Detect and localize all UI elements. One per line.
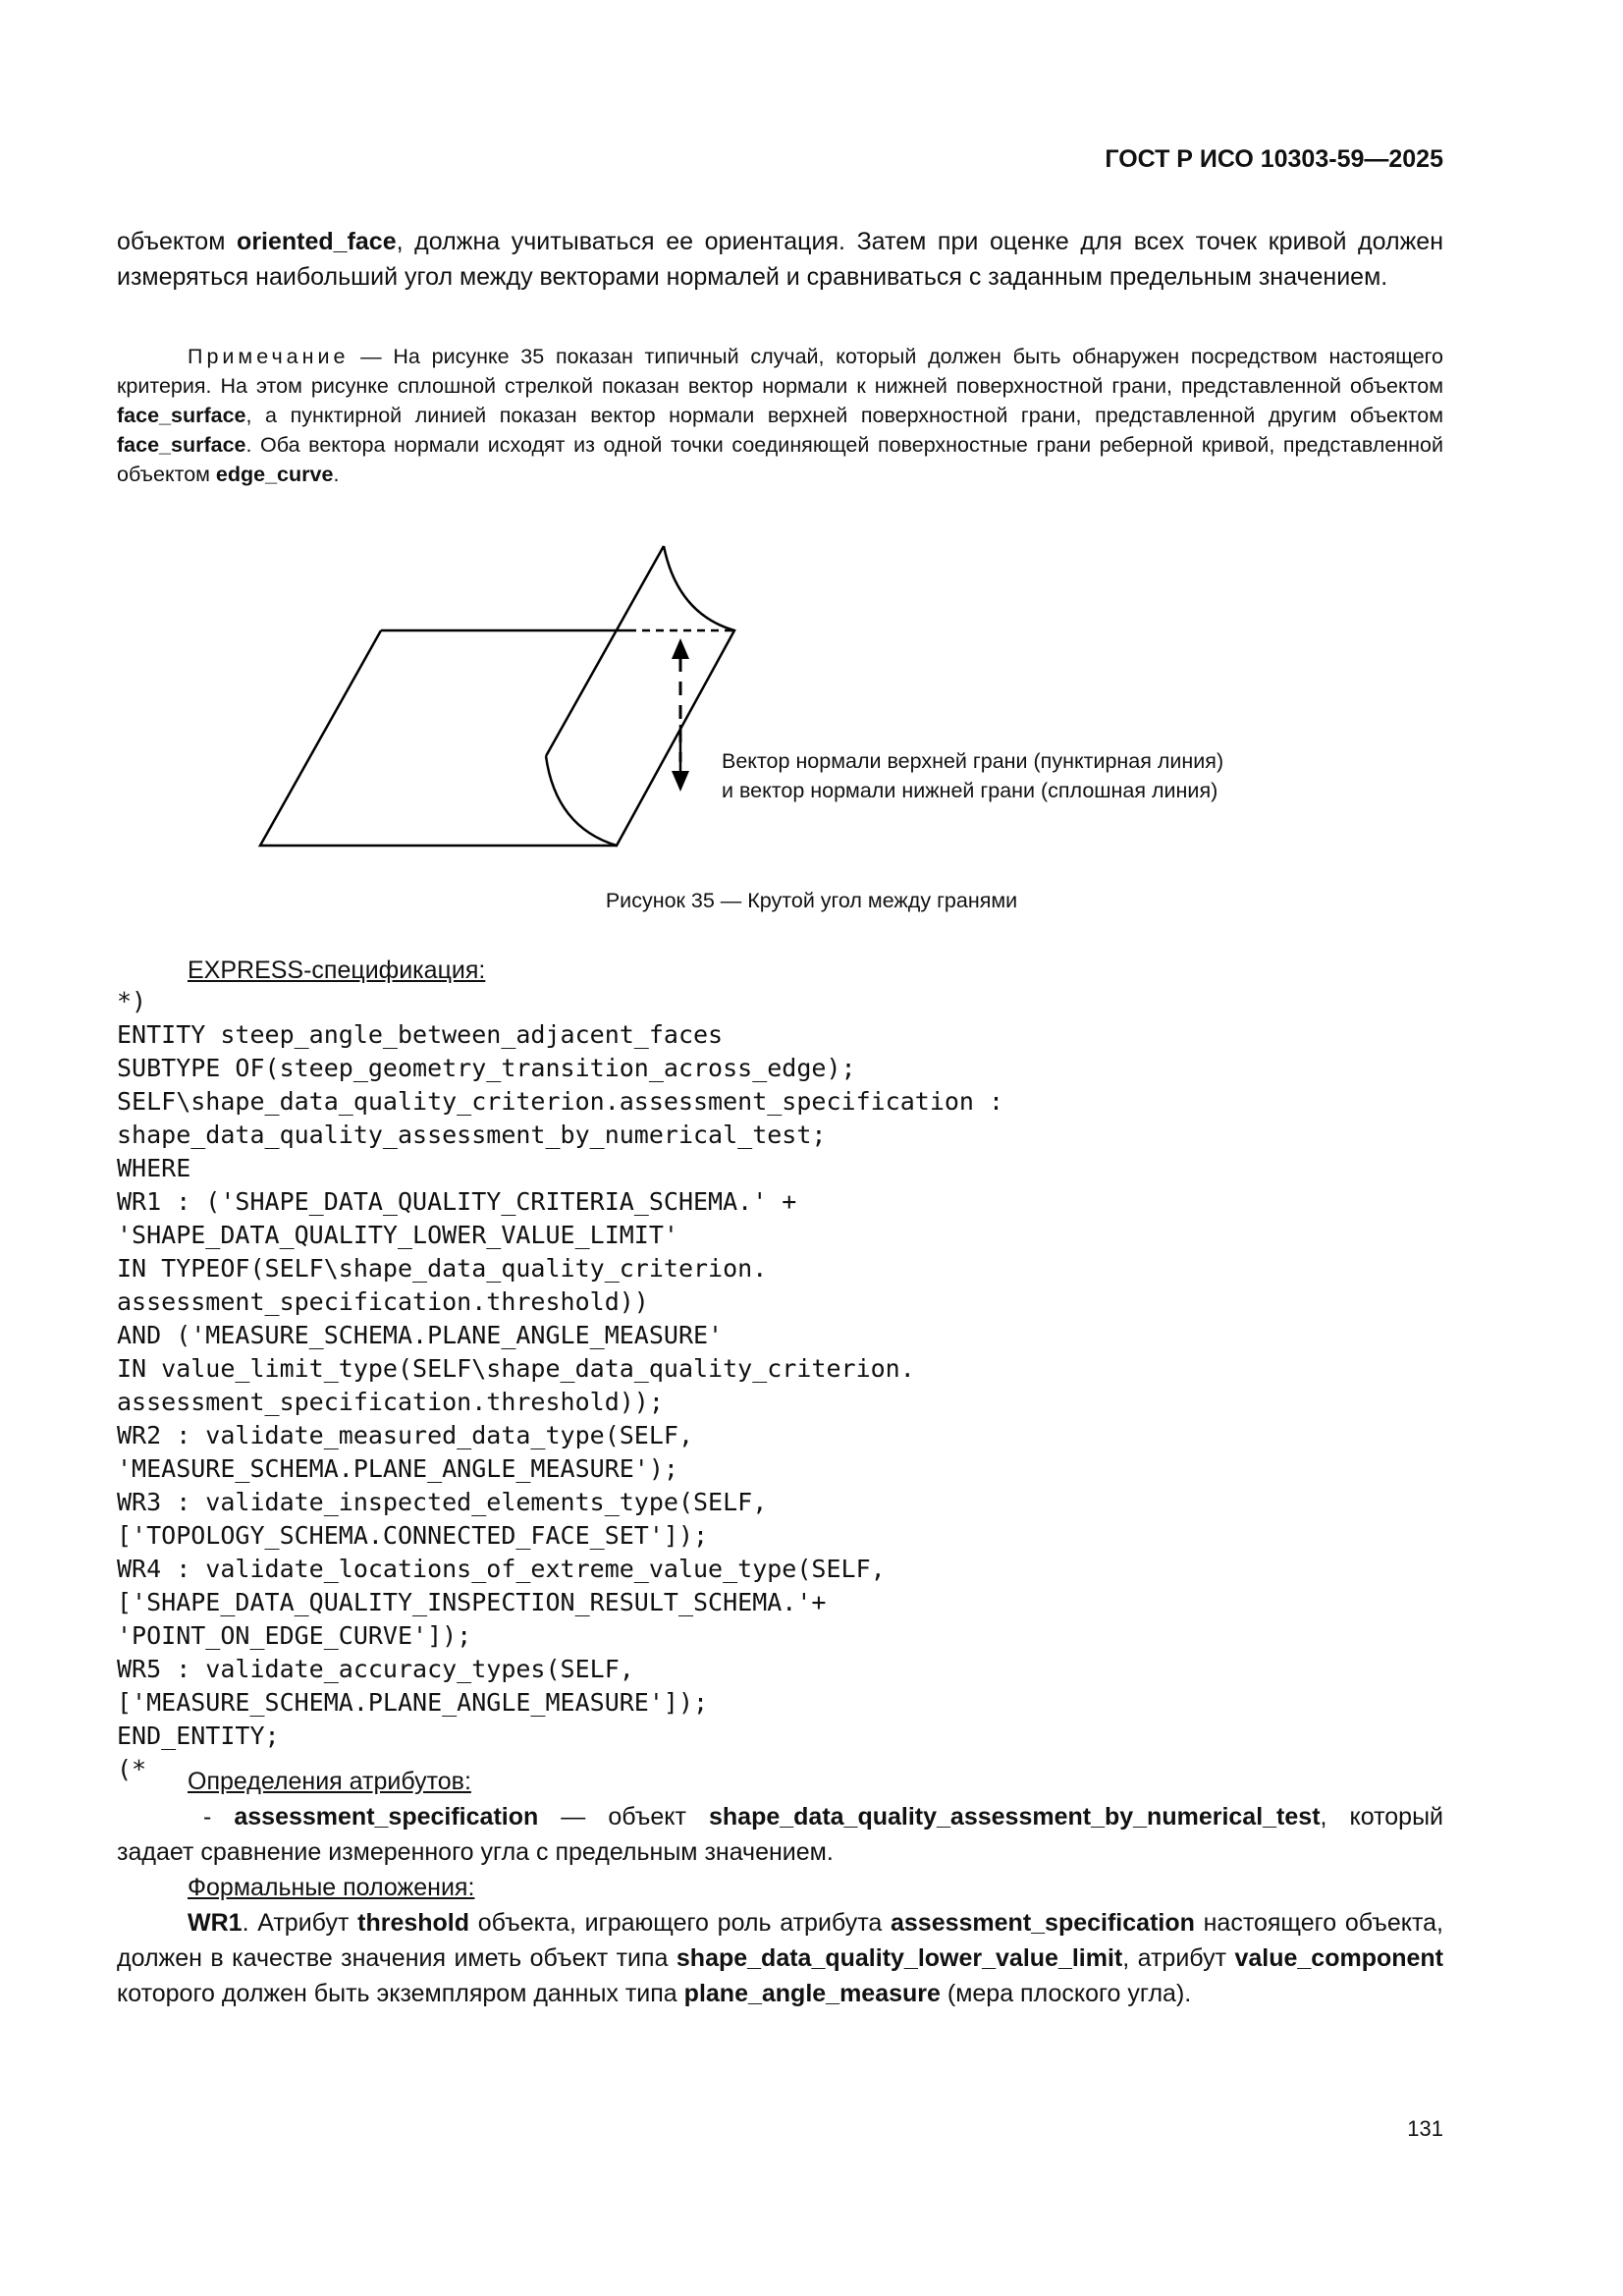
figure-label-line: Вектор нормали верхней грани (пунктирная линия): [722, 749, 1224, 773]
text-run: , а пунктирной линией показан вектор нормали верхней поверхностной грани, представленной другим объектом: [245, 404, 1443, 427]
text-run: — объект: [538, 1803, 709, 1831]
attributes-heading: Определения атрибутов:: [188, 1768, 471, 1795]
note-label: Примечание: [188, 345, 350, 368]
text-run: , атрибут: [1122, 1944, 1235, 1972]
lower-normal-arrowhead: [672, 771, 689, 792]
upper-normal-arrowhead: [672, 638, 689, 659]
term-lower-value-limit: shape_data_quality_lower_value_limit: [676, 1944, 1123, 1972]
code-line: (*: [117, 1755, 147, 1783]
code-line: shape_data_quality_assessment_by_numerical_test;: [117, 1121, 827, 1149]
term-face-surface: face_surface: [117, 433, 246, 457]
text-run: . Атрибут: [242, 1909, 358, 1937]
code-line: WHERE: [117, 1154, 191, 1182]
text-run: .: [333, 463, 340, 486]
text-run: (мера плоского угла).: [940, 1980, 1192, 2007]
code-line: assessment_specification.threshold));: [117, 1388, 664, 1416]
figure-35-diagram: [0, 530, 1623, 864]
code-line: IN TYPEOF(SELF\shape_data_quality_criterion.: [117, 1254, 768, 1283]
text-run: , который задает сравнение измеренного угла с предельным значением.: [117, 1803, 1443, 1866]
note-paragraph: [117, 342, 1443, 489]
term-edge-curve: edge_curve: [215, 463, 334, 486]
lower-face-outline: [260, 630, 628, 846]
text-run: настоящего объекта, должен в качестве значения иметь объект типа: [117, 1909, 1443, 1972]
text-run: , должна учитываться ее ориентация. Затем при оценке для всех точек кривой должен измеряться наибольший угол между векторами нормалей и сравниваться с заданным предельным значением.: [117, 228, 1444, 291]
text-run: объекта, играющего роль атрибута: [469, 1909, 891, 1937]
code-line: SELF\shape_data_quality_criterion.assessment_specification :: [117, 1087, 1004, 1116]
upper-face-outline: [546, 546, 734, 846]
code-line: ['TOPOLOGY_SCHEMA.CONNECTED_FACE_SET']);: [117, 1521, 709, 1550]
term-plane-angle-measure: plane_angle_measure: [683, 1980, 941, 2007]
code-line: *): [117, 987, 147, 1015]
code-line: END_ENTITY;: [117, 1722, 280, 1750]
text-run: которого должен быть экземпляром данных типа: [117, 1980, 684, 2007]
text-run: — На рисунке 35 показан типичный случай, который должен быть обнаружен посредством настоящего критерия. На этом рисунке сплошной стрелкой показан вектор нормали к нижней поверхностной грани, представленной объектом: [117, 345, 1443, 398]
code-line: WR1 : ('SHAPE_DATA_QUALITY_CRITERIA_SCHEMA.' +: [117, 1187, 797, 1216]
text-run: объектом: [117, 228, 238, 255]
code-line: WR3 : validate_inspected_elements_type(SELF,: [117, 1488, 768, 1516]
code-line: WR5 : validate_accuracy_types(SELF,: [117, 1655, 634, 1683]
code-line: AND ('MEASURE_SCHEMA.PLANE_ANGLE_MEASURE': [117, 1321, 724, 1349]
code-line: ENTITY steep_angle_between_adjacent_faces: [117, 1020, 724, 1049]
term-assessment-by-numerical-test: shape_data_quality_assessment_by_numerical_test: [708, 1803, 1321, 1831]
figure-label: [722, 746, 1223, 805]
code-line: ['SHAPE_DATA_QUALITY_INSPECTION_RESULT_SCHEMA.'+: [117, 1588, 827, 1616]
code-line: SUBTYPE OF(steep_geometry_transition_across_edge);: [117, 1054, 856, 1082]
attributes-paragraph: [117, 1799, 1443, 1870]
term-oriented-face: oriented_face: [237, 228, 397, 255]
code-line: WR4 : validate_locations_of_extreme_value_type(SELF,: [117, 1555, 886, 1583]
code-line: 'MEASURE_SCHEMA.PLANE_ANGLE_MEASURE');: [117, 1454, 678, 1483]
code-line: 'SHAPE_DATA_QUALITY_LOWER_VALUE_LIMIT': [117, 1221, 678, 1249]
term-face-surface: face_surface: [117, 404, 246, 427]
term-threshold: threshold: [357, 1909, 470, 1937]
term-assessment-specification: assessment_specification: [234, 1803, 539, 1831]
formal-paragraph: [117, 1905, 1443, 2011]
express-code-block: [117, 985, 1003, 1786]
code-line: ['MEASURE_SCHEMA.PLANE_ANGLE_MEASURE']);: [117, 1688, 709, 1717]
code-line: WR2 : validate_measured_data_type(SELF,: [117, 1421, 693, 1449]
standard-header: ГОСТ Р ИСО 10303-59—2025: [1105, 145, 1443, 173]
formal-heading: Формальные положения:: [188, 1874, 475, 1901]
intro-paragraph: [117, 224, 1443, 295]
code-line: assessment_specification.threshold)): [117, 1287, 649, 1316]
express-heading: EXPRESS-спецификация:: [188, 957, 486, 984]
text-run: -: [203, 1803, 235, 1831]
rule-label: WR1: [188, 1909, 243, 1937]
code-line: IN value_limit_type(SELF\shape_data_quality_criterion.: [117, 1354, 915, 1383]
figure-label-line: и вектор нормали нижней грани (сплошная линия): [722, 779, 1218, 802]
term-assessment-specification: assessment_specification: [891, 1909, 1195, 1937]
figure-caption: Рисунок 35 — Крутой угол между гранями: [605, 889, 1018, 912]
code-line: 'POINT_ON_EDGE_CURVE']);: [117, 1621, 472, 1650]
term-value-component: value_component: [1234, 1944, 1444, 1972]
page-number: 131: [1407, 2116, 1443, 2141]
text-run: . Оба вектора нормали исходят из одной точки соединяющей поверхностные грани реберной кривой, представленной объектом: [117, 433, 1443, 486]
